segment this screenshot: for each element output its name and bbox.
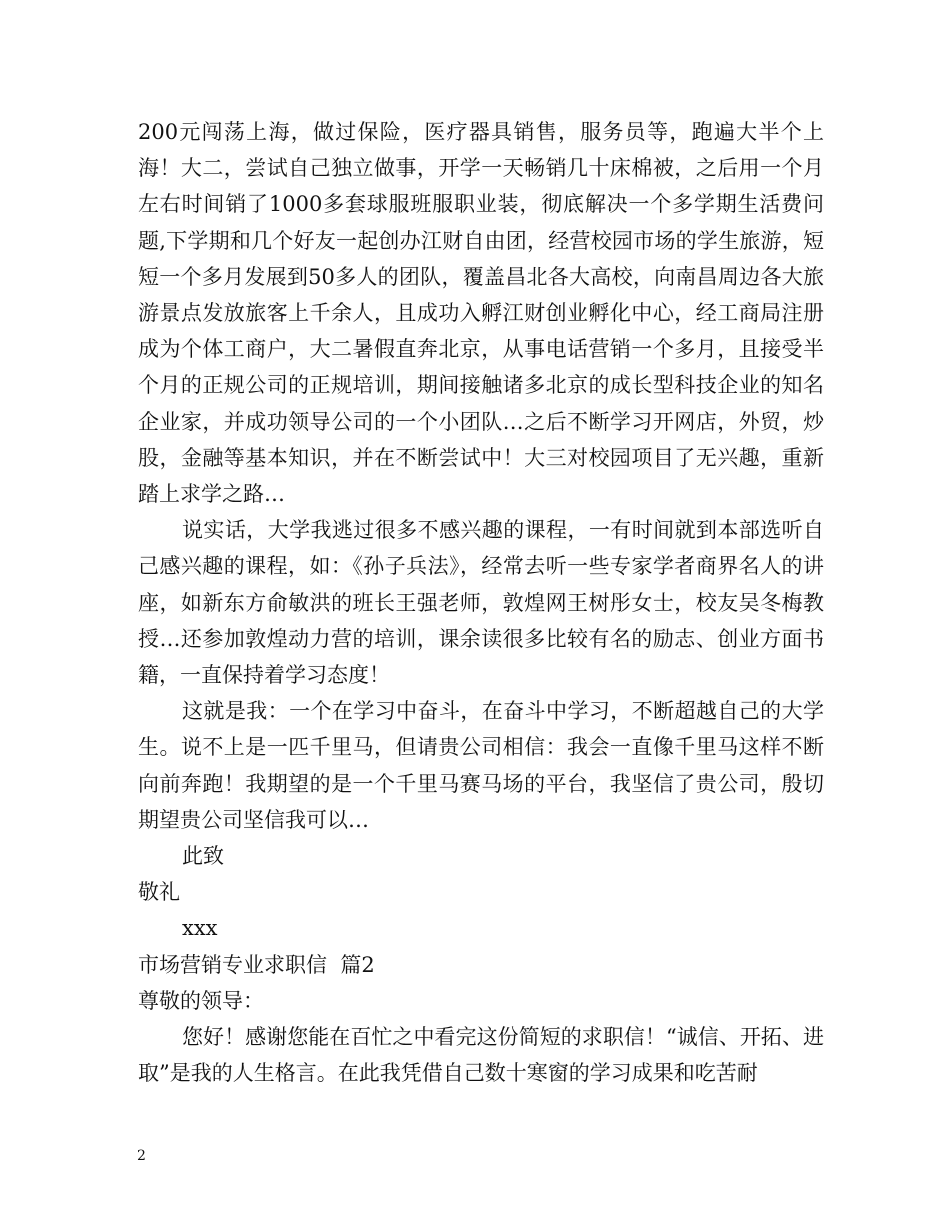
closing-salutation: 此致: [182, 844, 224, 869]
paragraph-intro: 您好！感谢您能在百忙之中看完这份简短的求职信！“诚信、开拓、进取”是我的人生格言。在此我凭借自己数十寒窗的学习成果和吃苦耐: [138, 1025, 824, 1086]
page-number: 2: [137, 1148, 146, 1164]
greeting-line: 尊敬的领导：: [138, 988, 264, 1013]
section-heading: 市场营销专业求职信 篇2: [138, 952, 375, 977]
paragraph-experience: 200元闯荡上海，做过保险，医疗器具销售，服务员等，跑遍大半个上海！大二，尝试自己独立做事，开学一天畅销几十床棉被，之后用一个月左右时间销了1000多套球服班服职业装，彻底解决一个多学期生活费问题,下学期和几个好友一起创办江财自由团，经营校园市场的学生旅游，短短一个多月发展到50多人的团队，覆盖昌北各大高校，向南昌周边各大旅游景点发放旅客上千余人，且成功入孵江财创业孵化中心，经工商局注册成为个体工商户，大二暑假直奔北京，从事电话营销一个多月，且接受半个月的正规公司的正规培训，期间接触诸多北京的成长型科技企业的知名企业家，并成功领导公司的一个小团队…之后不断学习开网店，外贸，炒股，金融等基本知识，并在不断尝试中！大三对校园项目了无兴趣，重新踏上求学之路…: [138, 120, 824, 507]
closing-regards: 敬礼: [138, 880, 180, 905]
paragraph-learning: 说实话，大学我逃过很多不感兴趣的课程，一有时间就到本部选听自己感兴趣的课程，如：《孙子兵法》，经常去听一些专家学者商界名人的讲座，如新东方俞敏洪的班长王强老师，敦煌网王树彤女士，校友吴冬梅教授…还参加敦煌动力营的培训，课余读很多比较有名的励志、创业方面书籍，一直保持着学习态度！: [138, 518, 824, 688]
letter-body: [138, 114, 824, 1091]
paragraph-self-summary: 这就是我：一个在学习中奋斗，在奋斗中学习，不断超越自己的大学生。说不上是一匹千里马，但请贵公司相信：我会一直像千里马这样不断向前奔跑！我期望的是一个千里马赛马场的平台，我坚信了贵公司，殷切期望贵公司坚信我可以…: [138, 699, 824, 832]
signature-name: xxx: [182, 916, 218, 941]
